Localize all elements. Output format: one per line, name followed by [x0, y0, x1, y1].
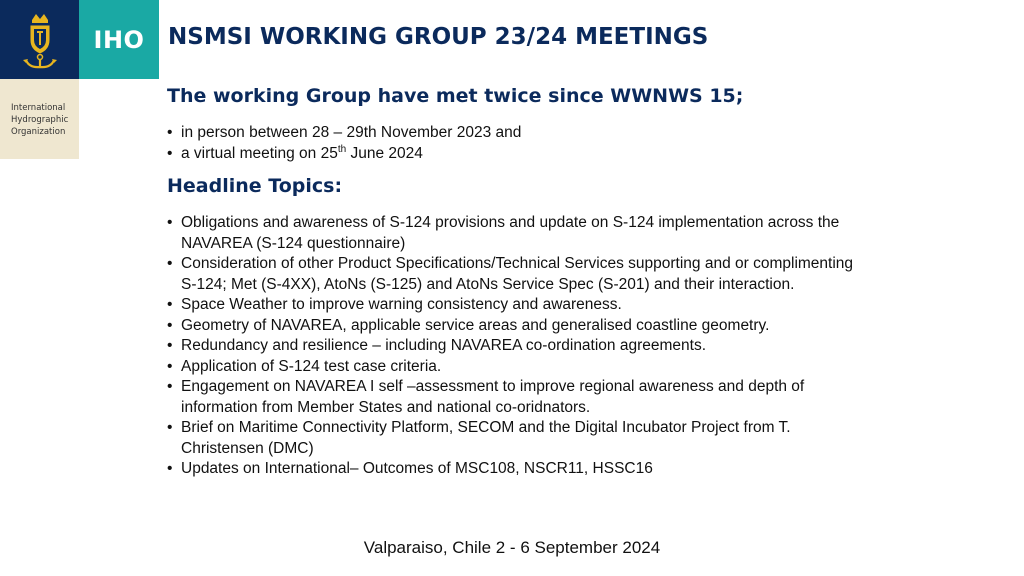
org-name-line-1: International [11, 103, 66, 113]
topic-item-s124-obligations: • Obligations and awareness of S-124 provisions and update on S-124 implementation across the NAVAREA (S-124 questionnaire) [166, 213, 866, 254]
iho-emblem-icon [12, 10, 68, 70]
meeting-item-virtual-post: June 2024 [346, 144, 423, 162]
topic-item-self-assessment: • Engagement on NAVAREA I self –assessment to improve regional awareness and depth of information from Member States and national co-oridnators. [166, 377, 866, 418]
meetings-list [166, 123, 866, 164]
footer-text: Valparaiso, Chile 2 - 6 September 2024 [363, 538, 661, 557]
meeting-item-virtual [166, 144, 866, 165]
meeting-item-in-person [166, 123, 866, 144]
topic-item-space-weather: • Space Weather to improve warning consistency and awareness. [166, 295, 866, 316]
topic-item-international-updates: • Updates on International– Outcomes of MSC108, NSCR11, HSSC16 [166, 459, 866, 480]
topics-heading: Headline Topics: [167, 175, 343, 197]
meeting-item-in-person-text: in person between 28 – 29th November 2023 and [181, 124, 522, 141]
meeting-item-virtual-pre: a virtual meeting on 25 [181, 144, 338, 162]
org-name-line-3: Organization [11, 127, 66, 137]
footer [0, 538, 1024, 558]
topic-item-navarea-geometry: • Geometry of NAVAREA, applicable service areas and generalised coastline geometry. [166, 316, 866, 337]
iho-wordmark [79, 0, 159, 79]
topic-item-product-specifications: • Consideration of other Product Specifications/Technical Services supporting and or complimenting S-124; Met (S-4XX), AtoNs (S-125) and AtoNs Service Spec (S-201) and their interaction. [166, 254, 866, 295]
topic-item-maritime-connectivity: • Brief on Maritime Connectivity Platform, SECOM and the Digital Incubator Project from T. Christensen (DMC) [166, 418, 866, 459]
organization-name [0, 79, 79, 159]
intro-heading: The working Group have met twice since WWNWS 15; [167, 85, 744, 107]
meeting-item-virtual-sup: th [337, 143, 347, 155]
iho-logo [0, 0, 79, 79]
topic-item-redundancy: • Redundancy and resilience – including NAVAREA co-ordination agreements. [166, 336, 866, 357]
topic-item-test-case-criteria: • Application of S-124 test case criteria. [166, 357, 866, 378]
topics-list [166, 213, 866, 480]
org-name-line-2: Hydrographic [11, 115, 69, 125]
iho-short-name: IHO [93, 25, 145, 54]
page-title: NSMSI WORKING GROUP 23/24 MEETINGS [168, 24, 709, 50]
